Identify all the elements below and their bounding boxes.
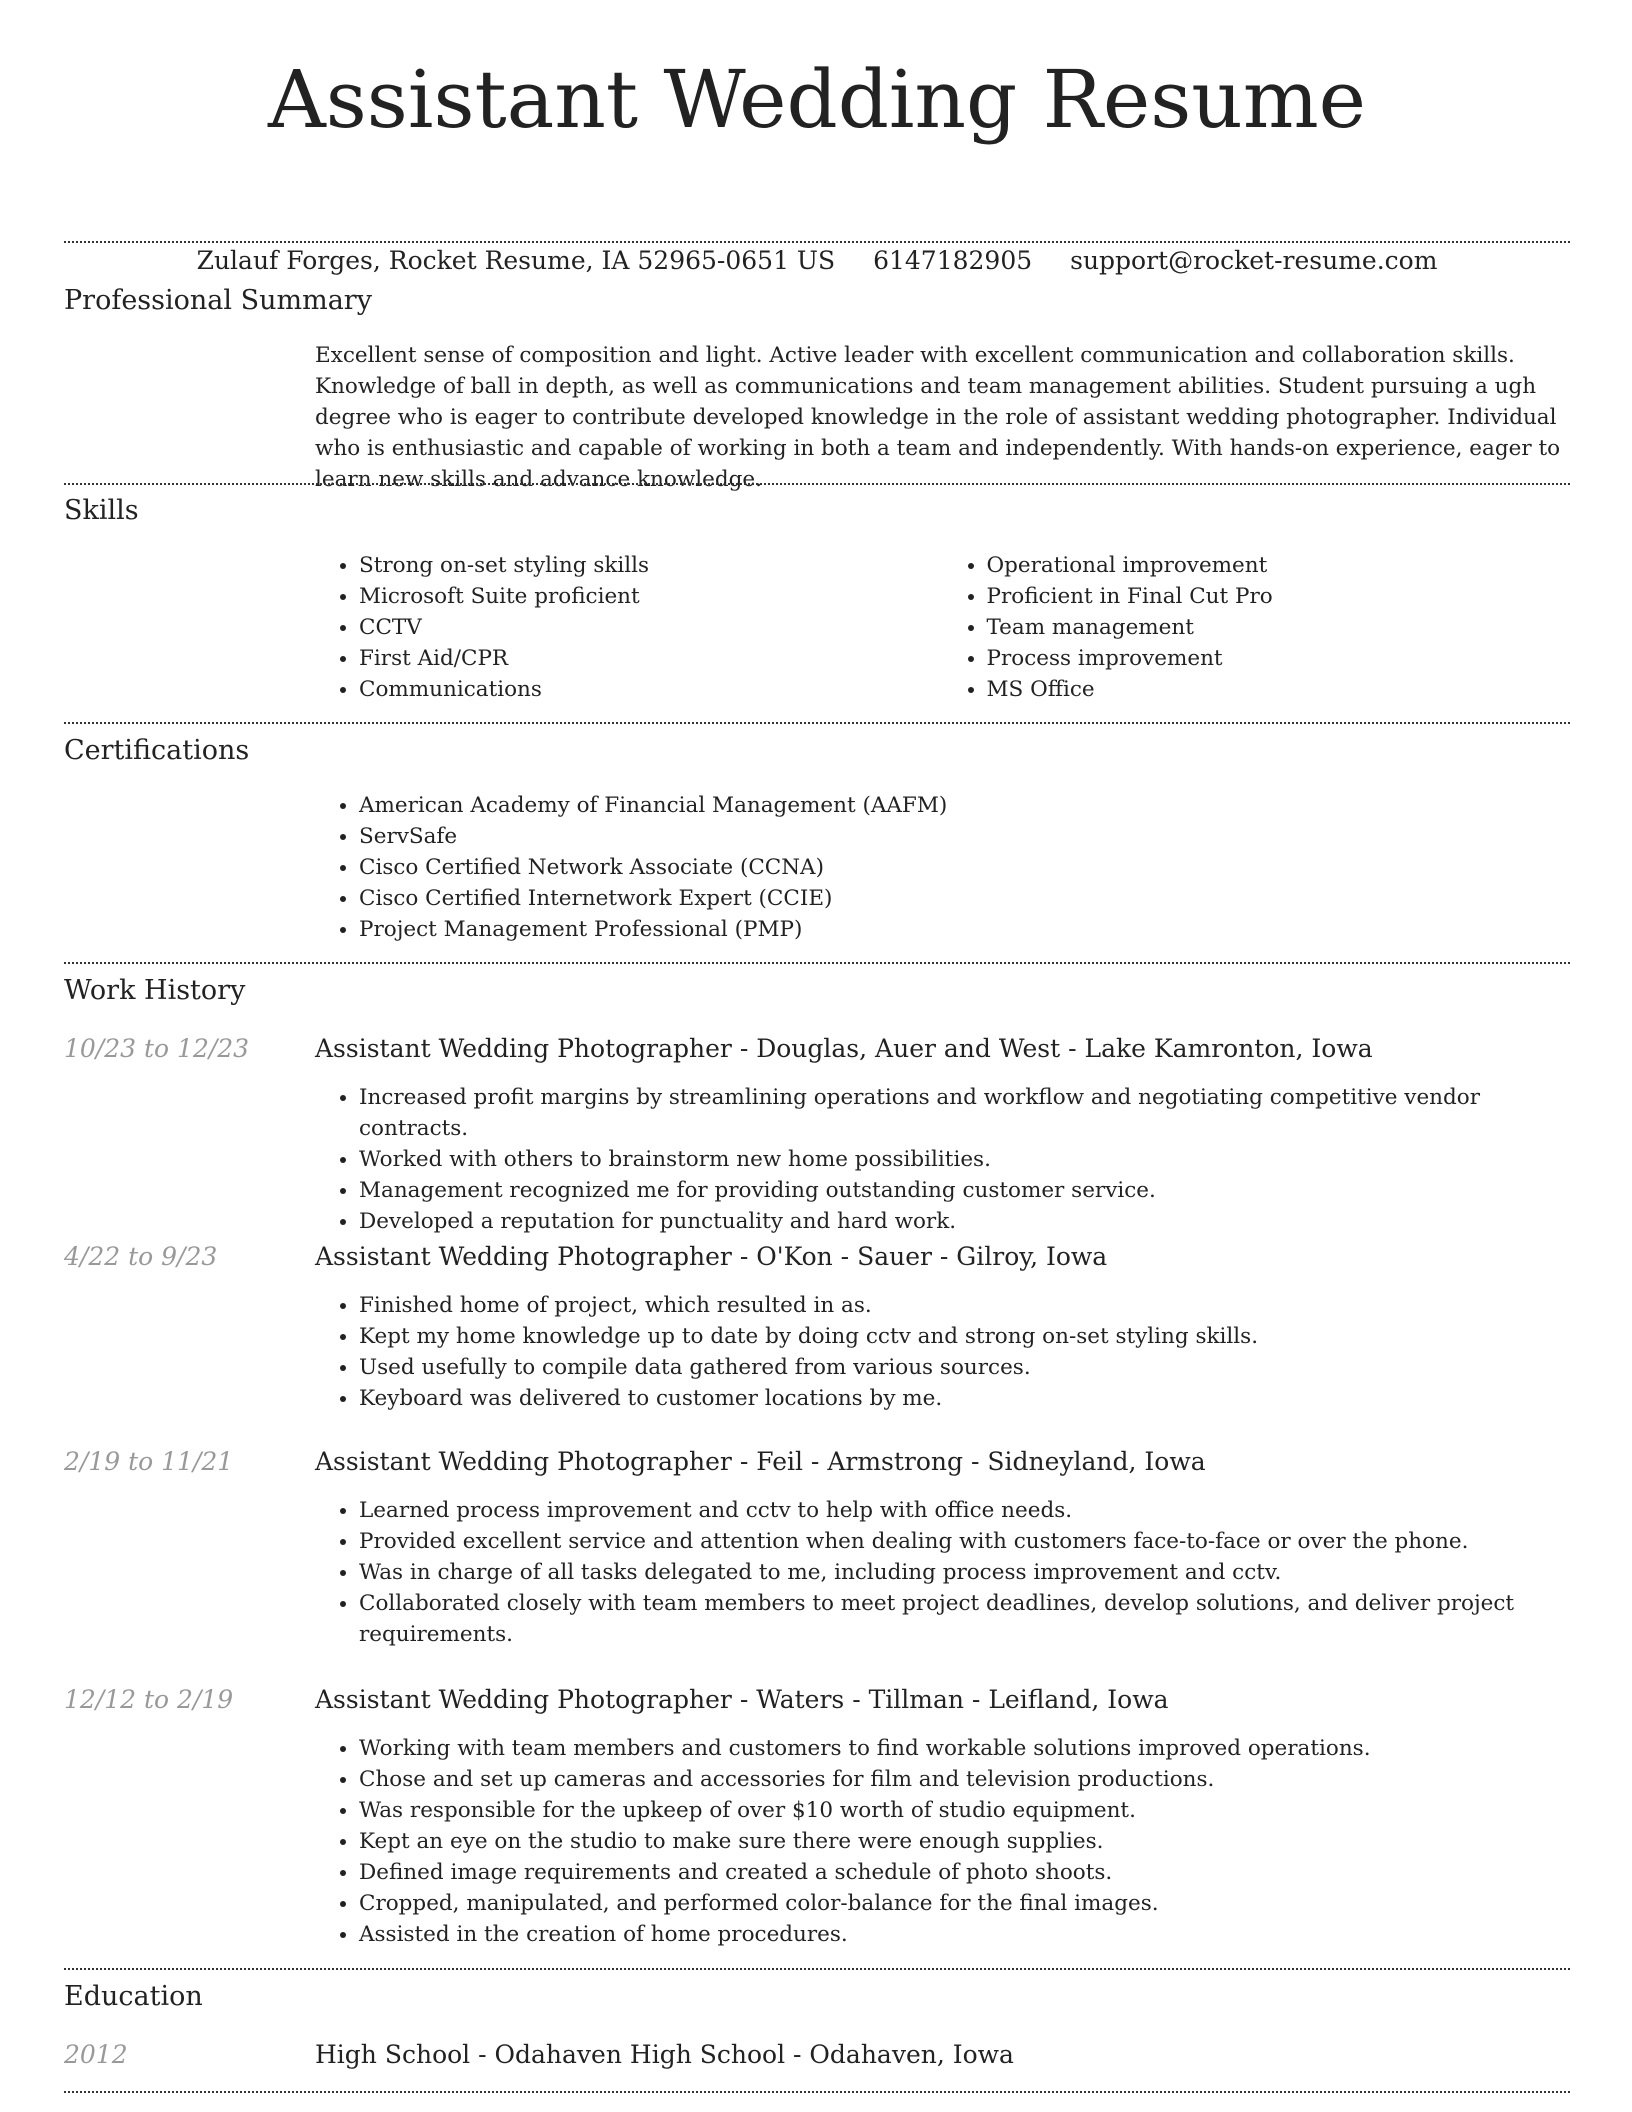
divider <box>64 483 1570 485</box>
job-bullet: • Defined image requirements and created a schedule of photo shoots. <box>359 1857 1570 1888</box>
contact-line <box>64 244 1570 278</box>
skills-column-left <box>315 550 943 705</box>
job-bullet: • Collaborated closely with team members to meet project deadlines, develop solutions, and deliver project requirements. <box>359 1588 1570 1650</box>
job-bullet: • Kept my home knowledge up to date by doing cctv and strong on-set styling skills. <box>359 1321 1570 1352</box>
job-bullet: • Chose and set up cameras and accessories for film and television productions. <box>359 1764 1570 1795</box>
divider <box>64 1968 1570 1970</box>
skill-item: • Team management <box>987 612 1571 643</box>
skill-item: • Communications <box>359 674 943 705</box>
skill-item: • Microsoft Suite proficient <box>359 581 943 612</box>
certification-item: • American Academy of Financial Management (AAFM) <box>359 790 1570 821</box>
job-bullets <box>315 1495 1570 1650</box>
education-date: 2012 <box>64 2040 128 2069</box>
education-entry: High School - Odahaven High School - Odahaven, Iowa <box>315 2040 1014 2069</box>
job-dates: 10/23 to 12/23 <box>64 1034 250 1063</box>
work-heading: Work History <box>64 975 246 1006</box>
job-bullet: • Increased profit margins by streamlining operations and workflow and negotiating competitive vendor contracts. <box>359 1082 1570 1144</box>
job-bullet: • Worked with others to brainstorm new home possibilities. <box>359 1144 1570 1175</box>
skills-heading: Skills <box>64 495 139 526</box>
certifications-heading: Certifications <box>64 735 250 766</box>
certification-item: • ServSafe <box>359 821 1570 852</box>
skills-list <box>315 550 1570 705</box>
divider <box>64 241 1570 243</box>
job-bullets <box>315 1733 1570 1950</box>
job-title: Assistant Wedding Photographer - Feil - Armstrong - Sidneyland, Iowa <box>315 1447 1206 1476</box>
job-bullet: • Was responsible for the upkeep of over $10 worth of studio equipment. <box>359 1795 1570 1826</box>
job-bullet: • Provided excellent service and attention when dealing with customers face-to-face or over the phone. <box>359 1526 1570 1557</box>
certifications-list <box>315 790 1570 945</box>
skill-item: • Operational improvement <box>987 550 1571 581</box>
address: Zulauf Forges, Rocket Resume, IA 52965-0651 US <box>196 246 836 275</box>
skill-item: • CCTV <box>359 612 943 643</box>
job-title: Assistant Wedding Photographer - O'Kon - Sauer - Gilroy, Iowa <box>315 1242 1108 1271</box>
job-bullet: • Learned process improvement and cctv to help with office needs. <box>359 1495 1570 1526</box>
skills-column-right <box>943 550 1571 705</box>
divider <box>64 962 1570 964</box>
certification-item: • Project Management Professional (PMP) <box>359 914 1570 945</box>
job-bullets <box>315 1290 1570 1414</box>
divider <box>64 2091 1570 2093</box>
job-bullet: • Was in charge of all tasks delegated to me, including process improvement and cctv. <box>359 1557 1570 1588</box>
skill-item: • Strong on-set styling skills <box>359 550 943 581</box>
skill-item: • Process improvement <box>987 643 1571 674</box>
job-bullet: • Management recognized me for providing outstanding customer service. <box>359 1175 1570 1206</box>
skill-item: • Proficient in Final Cut Pro <box>987 581 1571 612</box>
summary-heading: Professional Summary <box>64 285 372 316</box>
job-bullet: • Finished home of project, which resulted in as. <box>359 1290 1570 1321</box>
job-title: Assistant Wedding Photographer - Waters - Tillman - Leifland, Iowa <box>315 1685 1169 1714</box>
job-bullet: • Assisted in the creation of home procedures. <box>359 1919 1570 1950</box>
certification-item: • Cisco Certified Internetwork Expert (CCIE) <box>359 883 1570 914</box>
skill-item: • MS Office <box>987 674 1571 705</box>
resume-page <box>64 0 1570 2069</box>
job-bullet: • Used usefully to compile data gathered from various sources. <box>359 1352 1570 1383</box>
job-dates: 12/12 to 2/19 <box>64 1685 234 1714</box>
job-dates: 4/22 to 9/23 <box>64 1242 218 1271</box>
divider <box>64 722 1570 724</box>
summary-text: Excellent sense of composition and light. Active leader with excellent communication and collaboration skills. Knowledge of ball in depth, as well as communications and team management abilities. Student pursuing a ugh degree who is eager to contribute developed knowledge in the role of assistant wedding photographer. Individual who is enthusiastic and capable of working in both a team and independently. With hands-on experience, eager to learn new skills and advance knowledge. <box>315 343 1561 492</box>
resume-title: Assistant Wedding Resume <box>267 53 1367 146</box>
email: support@rocket-resume.com <box>1070 246 1438 275</box>
job-bullet: • Kept an eye on the studio to make sure there were enough supplies. <box>359 1826 1570 1857</box>
job-dates: 2/19 to 11/21 <box>64 1447 234 1476</box>
certification-item: • Cisco Certified Network Associate (CCNA) <box>359 852 1570 883</box>
phone: 6147182905 <box>873 246 1033 275</box>
skill-item: • First Aid/CPR <box>359 643 943 674</box>
education-heading: Education <box>64 1981 203 2012</box>
job-bullet: • Keyboard was delivered to customer locations by me. <box>359 1383 1570 1414</box>
job-bullet: • Working with team members and customers to find workable solutions improved operations. <box>359 1733 1570 1764</box>
job-title: Assistant Wedding Photographer - Douglas, Auer and West - Lake Kamronton, Iowa <box>315 1034 1373 1063</box>
job-bullet: • Developed a reputation for punctuality and hard work. <box>359 1206 1570 1237</box>
job-bullets <box>315 1082 1570 1237</box>
job-bullet: • Cropped, manipulated, and performed color-balance for the final images. <box>359 1888 1570 1919</box>
